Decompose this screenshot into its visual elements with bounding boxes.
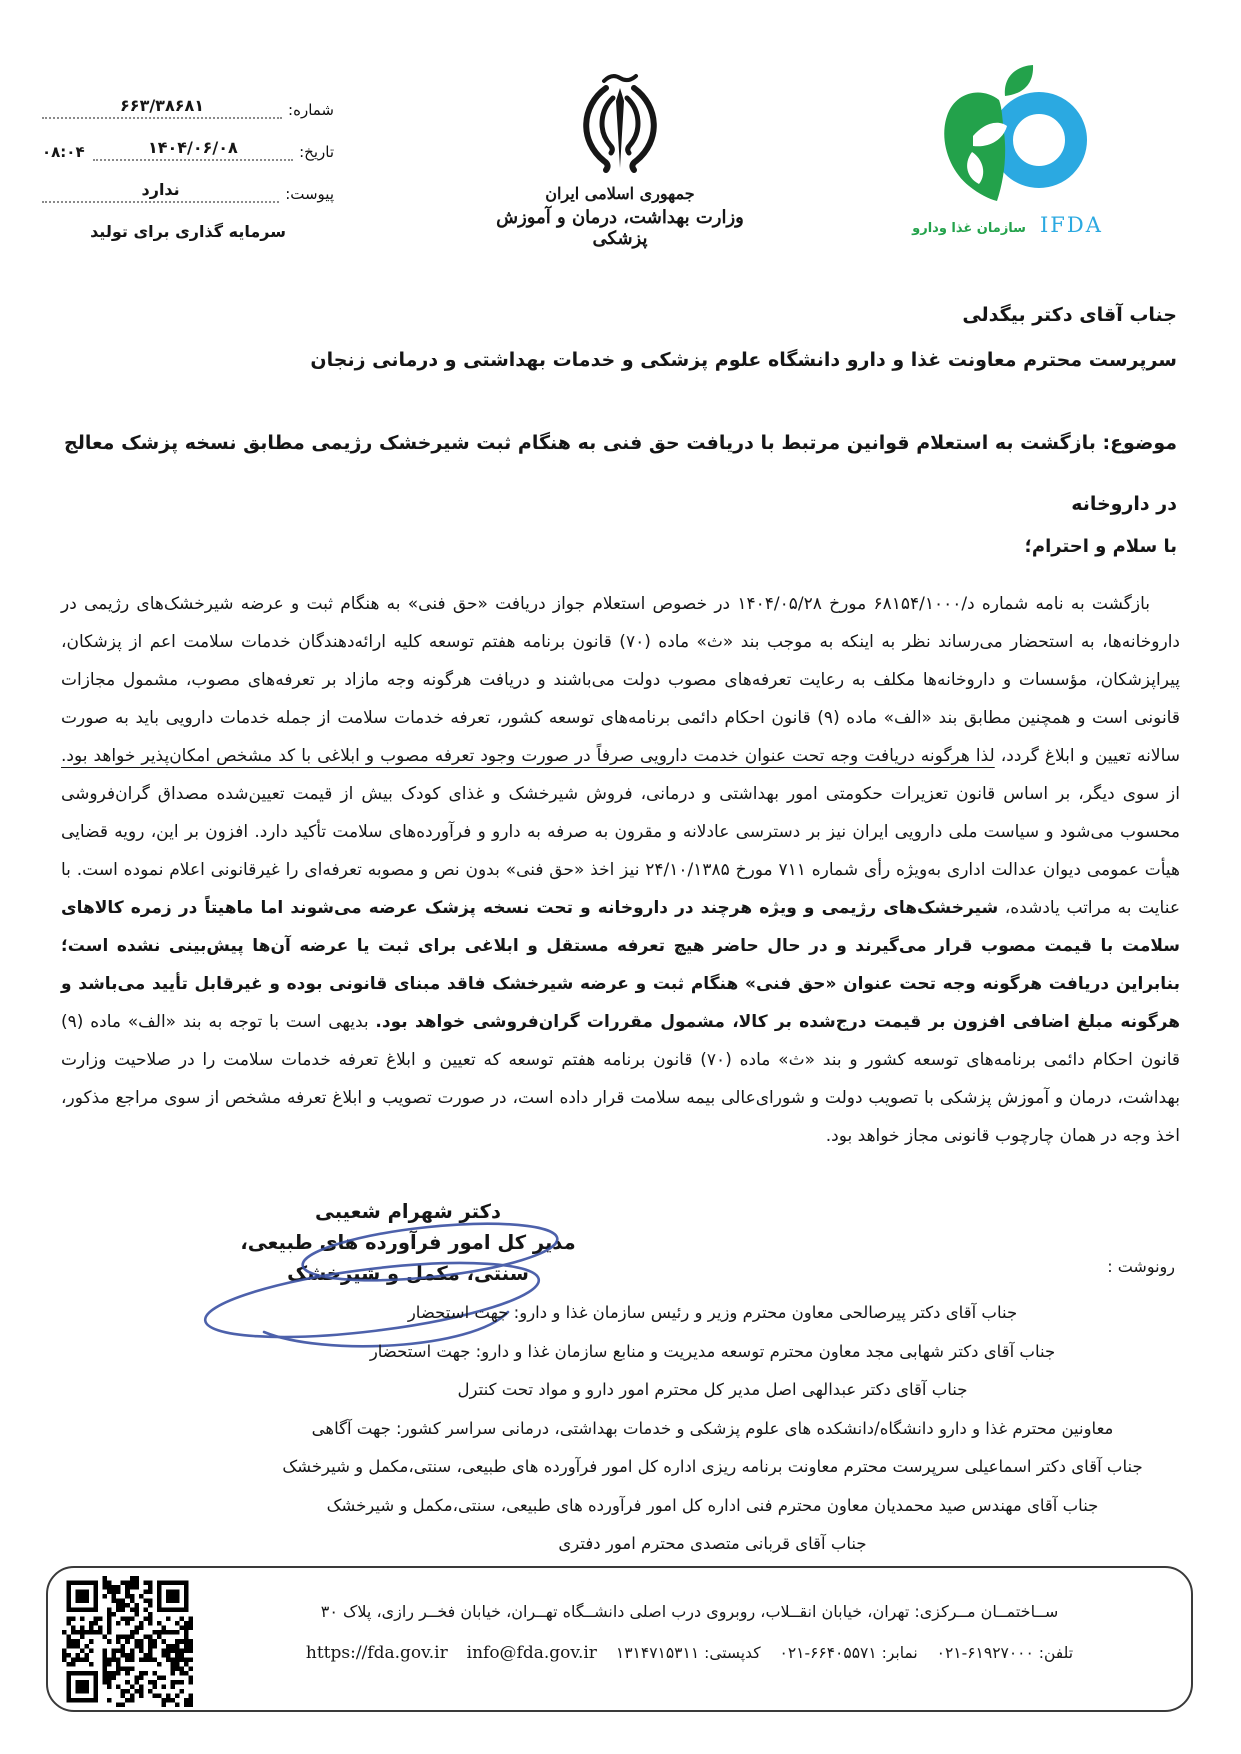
- signatory-title-2: سنتی، مکمل و شیرخشک: [287, 1262, 529, 1285]
- footer-address: ســاختمــان مــرکزی: تهران، خیابان انقــلاب، روبروی درب اصلی دانشــگاه تهــران، خیابان فخــر رازی، پلاک ۳۰: [320, 1602, 1059, 1621]
- footer-email-link[interactable]: info@fda.gov.ir: [466, 1643, 597, 1663]
- ministry-name: وزارت بهداشت، درمان و آموزش پزشکی: [496, 207, 744, 249]
- cc-label: رونوشت :: [1107, 1257, 1175, 1276]
- signatory-name: دکتر شهرام شعیبی: [314, 1200, 501, 1223]
- cc-list-item: جناب آقای دکتر اسماعیلی سرپرست محترم معاونت برنامه ریزی اداره کل امور فرآورده های طبیعی، سنتی،مکمل و شیرخشک: [282, 1457, 1143, 1476]
- signatory-title-1: مدیر کل امور فرآورده های طبیعی،: [240, 1231, 576, 1254]
- body-text-run: شیرخشک‌های رژیمی و ویژه هرچند در داروخانه و تحت نسخه پزشک عرضه می‌شوند اما ماهیتاً در زمره کالاهای سلامت با قیمت مصوب قرار می‌گیرند و در حال حاضر هیچ تعرفه مستقل و ابلاغی برای ثبت یا عرضه آن‌ها پیش‌بینی نشده است؛ بنابراین دریافت هرگونه وجه تحت عنوان «حق فنی» هنگام ثبت و عرضه شیرخشک فاقد مبنای قانونی بوده و غیرقابل تأیید می‌باشد و هرگونه مبلغ اضافی افزون بر قیمت درج‌شده بر کالا، مشمول مقررات گران‌فروشی خواهد بود.: [61, 898, 1180, 1032]
- letter-number-label: شماره:: [288, 101, 334, 119]
- letter-date-label: تاریخ:: [299, 143, 334, 161]
- footer-postal-code: کدپستی: ۱۳۱۴۷۱۵۳۱۱: [615, 1644, 761, 1662]
- footer-contacts: [248, 1643, 1131, 1663]
- salutation: با سلام و احترام؛: [1024, 536, 1177, 557]
- body-text-run: لذا هرگونه دریافت وجه تحت عنوان خدمت دارویی صرفاً در صورت وجود تعرفه مصوب و ابلاغی با کد مشخص امکان‌پذیر خواهد بود.: [61, 746, 995, 766]
- cc-list-item: جناب آقای دکتر پیرصالحی معاون محترم وزیر و رئیس سازمان غذا و دارو: جهت استحضار: [407, 1303, 1018, 1322]
- recipient-block: [64, 293, 1177, 383]
- letter-time-value: ۰۸:۰۴: [42, 143, 85, 161]
- letter-date-value: ۱۴۰۴/۰۶/۰۸: [93, 138, 293, 161]
- iran-emblem-icon: [470, 70, 770, 182]
- cc-list-item: معاونین محترم غذا و دارو دانشگاه/دانشکده های علوم پزشکی و خدمات بهداشتی، درمانی سراسر کشور: جهت آگاهی: [311, 1418, 1114, 1438]
- letterhead-fields: [42, 96, 334, 241]
- footer-text: [248, 1602, 1131, 1663]
- recipient-title: سرپرست محترم معاونت غذا و دارو دانشگاه علوم پزشکی و خدمات بهداشتی و درمانی زنجان: [310, 349, 1177, 371]
- letter-number-row: [42, 96, 334, 119]
- year-slogan: سرمایه گذاری برای تولید: [90, 222, 286, 241]
- body-text-run: از سوی دیگر، بر اساس قانون تعزیرات حکومتی امور بهداشتی و درمانی، فروش شیرخشک و غذای کودک بیش از قیمت تعیین‌شده مصداق گران‌فروشی محسوب می‌شود و سیاست ملی دارویی ایران نیز بر دسترسی عادلانه و مقرون به صرفه به دارو و فرآورده‌های سلامت تأکید دارد. افزون بر این، رویه قضایی هیأت عمومی دیوان عدالت اداری به‌ویژه رأی شماره ۷۱۱ مورخ ۲۴/۱۰/۱۳۸۵ نیز اخذ «حق فنی» بدون نص و مصوبه تعرفه‌ای را غیرقانونی اعلام نموده است. با عنایت به مراتب یادشده،: [61, 784, 1180, 918]
- footer-box: [46, 1566, 1193, 1712]
- ifda-org-name: سازمان غذا ودارو: [912, 221, 1026, 236]
- government-header: [470, 70, 770, 249]
- cc-list-item: جناب آقای دکتر شهابی مجد معاون محترم توسعه مدیریت و منابع سازمان غذا و دارو: جهت استحضار: [369, 1341, 1056, 1361]
- body-text-run: بازگشت به نامه شماره د/۶۸۱۵۴/۱۰۰۰ مورخ ۱۴۰۴/۰۵/۲۸ در خصوص استعلام جواز دریافت «حق فنی» به هنگام ثبت و عرضه شیرخشک‌های رژیمی در داروخانه‌ها، به استحضار می‌رساند نظر به اینکه به موجب بند «ث» ماده (۷۰) قانون برنامه هفتم توسعه کلیه ارائه‌دهندگان خدمات سلامت اعم از پزشکان، پیراپزشکان، مؤسسات و داروخانه‌ها مکلف به رعایت تعرفه‌های مصوب دولت می‌باشند و دریافت هرگونه وجه مازاد بر تعرفه‌های مصوب، مشمول مجازات قانونی است و همچنین مطابق بند «الف» ماده (۹) قانون احکام دائمی برنامه‌های توسعه کشور، تعرفه خدمات سلامت از جمله خدمات دارویی باید به صورت سالانه تعیین و ابلاغ گردد،: [61, 594, 1181, 766]
- footer-website-link[interactable]: https://fda.gov.ir: [305, 1643, 448, 1663]
- letter-number-value: ۶۶۳/۳۸۶۸۱: [42, 96, 282, 119]
- footer-phone: تلفن: ۰۲۱-۶۱۹۲۷۰۰۰: [936, 1644, 1074, 1662]
- attachment-value: ندارد: [42, 180, 279, 203]
- letter-date-row: [42, 138, 334, 161]
- recipient-name: جناب آقای دکتر بیگدلی: [962, 304, 1177, 326]
- cc-list: [250, 1294, 1175, 1564]
- footer-fax: نمابر: ۰۲۱-۶۶۴۰۵۵۷۱: [779, 1644, 918, 1662]
- qr-code: [62, 1576, 193, 1707]
- body-text-run: بدیهی است با توجه به بند «الف» ماده (۹) قانون احکام دائمی برنامه‌های توسعه کشور و بند «ث» ماده (۷۰) قانون برنامه هفتم توسعه که تعیین و ابلاغ تعرفه خدمات سلامت را در صلاحیت وزارت بهداشت، درمان و آموزش پزشکی با تصویب دولت و شورای‌عالی بیمه سلامت قرار داده است، در صورت تصویب و ابلاغ تعرفه مشخص از سوی مراجع مذکور، اخذ وجه در همان چارچوب قانونی مجاز خواهد بود.: [61, 1012, 1180, 1146]
- signature-block: [178, 1196, 638, 1289]
- attachment-row: [42, 180, 334, 203]
- subject-line: موضوع: بازگشت به استعلام قوانین مرتبط با دریافت حق فنی به هنگام ثبت شیرخشک رژیمی مطابق نسخه پزشک معالج در داروخانه: [64, 432, 1177, 515]
- ifda-logo-block: [905, 64, 1110, 237]
- cc-list-item: جناب آقای مهندس صید محمدیان معاون محترم فنی اداره کل امور فرآورده های طبیعی، سنتی،مکمل و شیرخشک: [326, 1495, 1099, 1515]
- attachment-label: پیوست:: [285, 185, 334, 203]
- ifda-acronym: IFDA: [1039, 213, 1103, 237]
- letter-body: [61, 585, 1180, 1155]
- ifda-logo-icon: [915, 194, 1100, 213]
- cc-list-item: جناب آقای دکتر عبدالهی اصل مدیر کل محترم امور دارو و مواد تحت کنترل: [457, 1380, 968, 1399]
- country-name: جمهوری اسلامی ایران: [545, 184, 695, 203]
- cc-list-item: جناب آقای قربانی متصدی محترم امور دفتری: [558, 1534, 867, 1553]
